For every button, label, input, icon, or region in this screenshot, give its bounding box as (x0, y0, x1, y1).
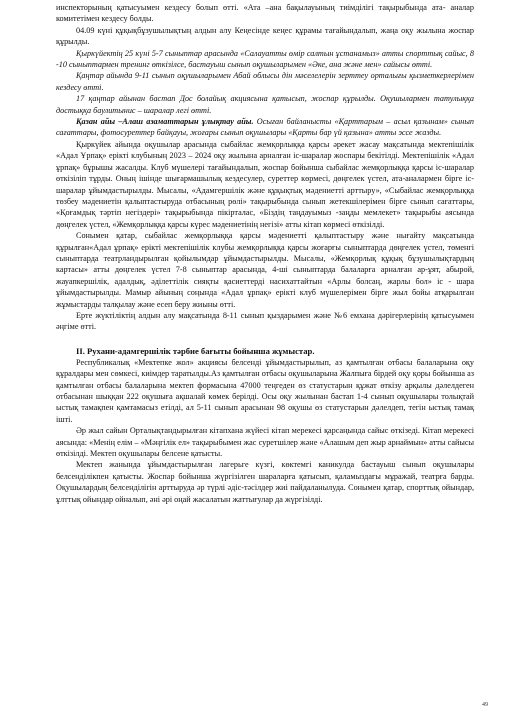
kazan-rest: Осыған байланысты «Қарттарым – асыл қазынам» сынып сағаттары, фотосуреттер байқауы, жоғары сынып оқушылары «Қарты бар үй қазына» атты эссе жазды. (56, 117, 474, 138)
section-heading: II. Рухани-адамгершілік тәрбие бағыты бойынша жұмыстар. (76, 345, 315, 356)
document-page (56, 2, 474, 505)
paragraph-adal-urpak: Қыркүйек айында оқушылар арасында сыбайлас жемқорлыққа қарсы әрекет жасау мақсатында мектепішілік «Адал Ұрпақ» ерікті клубының 2023 – 2024 оқу жылына арналған іс-шаралар жоспары бекітілді. Мектепішілік «Адал ұрпақ» бұрышы жасалды. Клуб мүшелері тағайындалып, жоспар бойынша сыбайлас жемқорлыққа қарсы іс-шаралар өткізіліп тұрды. Оның ішінде шығармашылық кездесулер, суреттер көрмесі, дөңгелек үстел, ата-аналармен бірге іс-шаралар ұйымдастырылды. Мысалы, «Адамгершілік және құқықтық мәдениетті арттыру», «Сыбайлас жемқорлыққа төзбеу мәдениетін қалыптастыруда отбасының рөлі» тақырыбында сынып жетекшілерімен бірге сынып сағаттары, «Қоғамдық тәртіп негіздері» тақырыбында пікірталас, «Біздің таңдауымыз -заңды мемлекет» тақырыбы аясында дөңгелек үстел, «Жемқорлыққа қарсы күрес мәдениетінің негізі» атты кітап көрмесі өткізілді. (56, 139, 474, 229)
paragraph-5: 17 қаңтар айынан бастап Дос болайық акциясына қатысып, жоспар құрылды. Оқушылармен татулыққа достыққа баулитынис – шаралар легі өтті. (56, 94, 474, 115)
paragraph-3: Қыркүйектің 25 күні 5-7 сыныптар арасында «Салауатты өмір салтын ұстанамыз» атты спорттық сайыс, 8 -10 сыныптармен тренинг өткізілсе, бастауыш сынып оқушыларымен «Әке, ана және мен» сайысы өтті. (56, 48, 474, 70)
page-number: 49 (482, 702, 488, 708)
paragraph-1: инспекторының қатысуымен кездесу болып өтті. «Ата –ана бақылауының тиімділігі тақырыбында ата- аналар комитетімен кездесу болды. (56, 3, 474, 24)
paragraph-2: 04.09 күні құқықбұзушылықтың алдын алу Кеңесінде кеңес құрамы тағайындалып, жаңа оқу жылына жоспар құрылды. (56, 25, 474, 47)
paragraph-library: Әр жыл сайын Орталықтандырылған кітапхана жүйесі кітап мерекесі қарсаңында сайыс өткізеді. Кітап мерекесі аясында: «Менің елім – «Мәңгілік ел» тақырыбымен жас суретшілер және «Алашым деп жыр арнаймын» атты сайысы өткізілді. Мектеп оқушылары белсене қатысты. (56, 426, 474, 459)
paragraph-camp: Мектеп жанында ұйымдастырылған лагерьге күзгі, көктемгі каникулда бастауыш сынып оқушылары белсенділікпен қатысты. Жоспар бойынша жүргізілген шараларға қатысып, қаламыздағы мұражай, театрға барды. Оқушылардың белсенділігін арттыруда әр түрлі әдіс-тәсілдер жиі пайдаланылуда. Сонымен қатар, спорттық ойындар, ұлттық ойындар ойналып, әні әрі оңай жасалатын жаттығулар да жүргізілді. (56, 460, 474, 504)
kazan-bold-lead: Қазан айы –Алаш азаматтарын ұлықтау айы. (76, 117, 254, 127)
paragraph-club-events: Сонымен қатар, сыбайлас жемқорлыққа қарсы мәдениетті қалыптастыру және нығайту мақсатында құрылған«Адал ұрпақ» ерікті мектепішілік клубы жемқорлыққа қарсы жоғарғы сыныптарда дөңгелек үстел, төменгі сыныптарда театрландырылған қойылымдар ұйымдастырылды. Мысалы, «Жемқорлық құқық бұзушылықтардың картасы» атты дөңгелек үстел 7-8 сыныптар арасында, 4-ші сыныптарда балаларға арналған ар-ұят, абырой, жауапкершілік, адалдық, әділеттілік сияқты қасиеттерді насихаттайтын «Арлы болсаң, жарлы бол» іс - шара ұйымдастырылды. Мамыр айының соңында «Адал ұрпақ» ерікті клуб мүшелерімен бірге жыл бойы атқарылған жұмыстарды талқылау және есеп беру жиыны өтті. (56, 231, 474, 309)
paragraph-kazan (56, 116, 474, 139)
paragraph-school-road: Республикалық «Мектепке жол» акциясы белсенді ұйымдастырылып, аз қамтылған отбасы балаларына оқу құралдары мен сөмкесі, киімдер таратылды.Аз қамтылған отбасы оқушыларына Жалпыға бірдей оқу қоры бойынша аз қамтылған отбасы балаларына мектеп формасына 47000 теңгеден өз статустарын құжат өткізу арқылы дәлелдеген отбасынан шыққан 222 оқушыға ақшалай көмек берілді. Осы оқу жылынан бастап 1-4 сынып оқушылары толықтай ыстық тамақпен қамтамасыз етілді, ал 5-11 сынып арасынан 98 оқушы өз статустарын дәлелдеп, тегін ыстық тамақ ішті. (56, 357, 474, 424)
paragraph-4: Қаңтар айында 9-11 сынып оқушыларымен Абай облысы дін мәселелерін зерттеу орталығы қызметкерлерімен кездесу өтті. (56, 71, 474, 92)
paragraph-pregnancy: Ерте жүктіліктің алдын алу мақсатында 8-11 сынып қыздарымен және №6 емхана дәрігерлерінің қатысуымен әңгіме өтті. (56, 310, 474, 332)
